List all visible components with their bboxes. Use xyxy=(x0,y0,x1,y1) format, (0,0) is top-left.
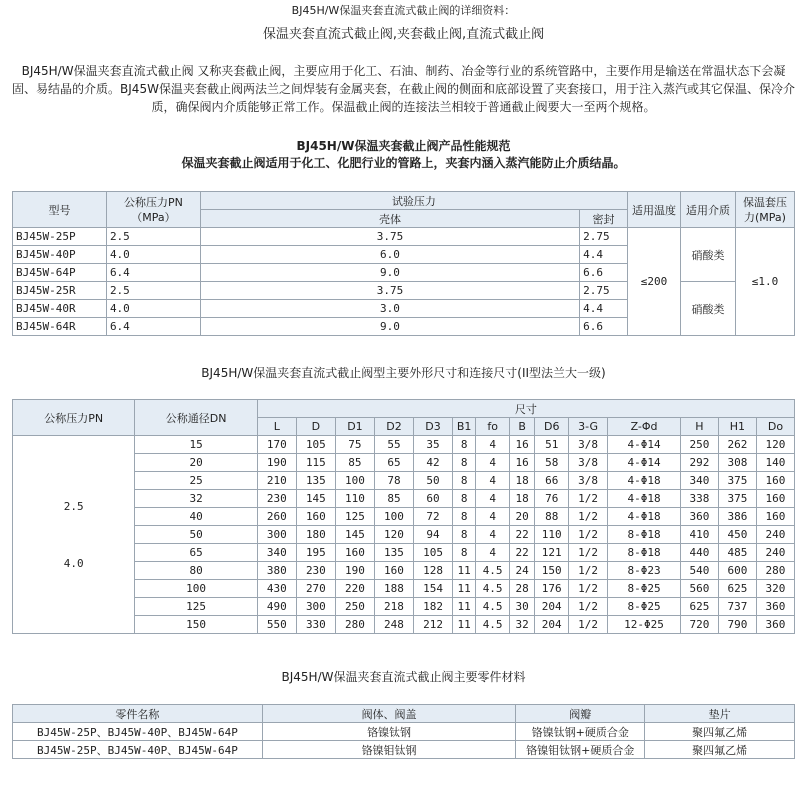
dim-cell: 8 xyxy=(453,436,476,454)
shell-cell: 9.0 xyxy=(200,264,579,282)
dim-cell: 22 xyxy=(510,526,535,544)
dim-cell: 85 xyxy=(335,454,374,472)
dn-cell: 32 xyxy=(135,490,257,508)
mat-header-body: 阀体、阀盖 xyxy=(262,705,515,723)
dim-cell: 430 xyxy=(257,580,296,598)
dim-cell: 160 xyxy=(296,508,335,526)
model-cell: BJ45W-64P xyxy=(13,264,107,282)
dim-cell: 18 xyxy=(510,472,535,490)
dn-cell: 50 xyxy=(135,526,257,544)
dim-cell: 188 xyxy=(374,580,413,598)
mat-header-gasket: 垫片 xyxy=(645,705,795,723)
spec-header-temp: 适用温度 xyxy=(628,192,681,228)
dim-cell: 1/2 xyxy=(569,526,608,544)
dim-cell: 120 xyxy=(756,436,794,454)
seal-cell: 2.75 xyxy=(580,282,628,300)
dim-cell: 145 xyxy=(296,490,335,508)
dim-cell: 4.5 xyxy=(476,562,510,580)
dim-cell: 150 xyxy=(535,562,569,580)
spec-header-pn xyxy=(106,192,200,228)
dims-col-header: B1 xyxy=(453,418,476,436)
dim-cell: 3/8 xyxy=(569,472,608,490)
table-row xyxy=(13,741,795,759)
dim-cell: 720 xyxy=(680,616,718,634)
dim-cell: 58 xyxy=(535,454,569,472)
dim-cell: 32 xyxy=(510,616,535,634)
dim-cell: 1/2 xyxy=(569,580,608,598)
dims-header-dn: 公称通径DN xyxy=(135,400,257,436)
dim-cell: 292 xyxy=(680,454,718,472)
dim-cell: 76 xyxy=(535,490,569,508)
dim-cell: 85 xyxy=(374,490,413,508)
dim-cell: 320 xyxy=(756,580,794,598)
dim-cell: 3/8 xyxy=(569,454,608,472)
dim-cell: 190 xyxy=(335,562,374,580)
spec-header-jacket: 保温套压力(MPa) xyxy=(736,192,795,228)
dim-cell: 115 xyxy=(296,454,335,472)
spec-header-seal: 密封 xyxy=(580,210,628,228)
dim-cell: 260 xyxy=(257,508,296,526)
dim-cell: 4-Φ18 xyxy=(608,490,681,508)
dim-cell: 1/2 xyxy=(569,598,608,616)
model-cell: BJ45W-40P xyxy=(13,246,107,264)
dn-cell: 100 xyxy=(135,580,257,598)
dim-cell: 1/2 xyxy=(569,616,608,634)
dim-cell: 195 xyxy=(296,544,335,562)
dim-cell: 240 xyxy=(756,544,794,562)
dim-cell: 100 xyxy=(374,508,413,526)
page-title: BJ45H/W保温夹套直流式截止阀的详细资料： xyxy=(291,4,516,17)
dim-cell: 160 xyxy=(756,490,794,508)
dim-cell: 128 xyxy=(414,562,453,580)
dn-cell: 125 xyxy=(135,598,257,616)
dim-cell: 790 xyxy=(718,616,756,634)
mat-part-cell: BJ45W-25P、BJ45W-40P、BJ45W-64P xyxy=(13,723,263,741)
dim-cell: 386 xyxy=(718,508,756,526)
dim-cell: 8-Φ18 xyxy=(608,526,681,544)
dn-cell: 25 xyxy=(135,472,257,490)
materials-title: BJ45H/W保温夹套直流式截止阀主要零件材料 xyxy=(281,670,526,684)
dim-cell: 11 xyxy=(453,580,476,598)
spec-header-model: 型号 xyxy=(13,192,107,228)
dim-cell: 4 xyxy=(476,472,510,490)
dim-cell: 11 xyxy=(453,616,476,634)
dim-cell: 11 xyxy=(453,598,476,616)
table-row xyxy=(13,228,795,246)
dim-cell: 560 xyxy=(680,580,718,598)
spec-table xyxy=(12,191,795,336)
dim-cell: 24 xyxy=(510,562,535,580)
dim-cell: 190 xyxy=(257,454,296,472)
dim-cell: 8-Φ25 xyxy=(608,580,681,598)
dim-cell: 550 xyxy=(257,616,296,634)
dim-cell: 135 xyxy=(296,472,335,490)
dim-cell: 3/8 xyxy=(569,436,608,454)
dim-cell: 176 xyxy=(535,580,569,598)
dims-col-header: D3 xyxy=(414,418,453,436)
dim-cell: 120 xyxy=(374,526,413,544)
dim-cell: 4.5 xyxy=(476,580,510,598)
spec-header-pn-unit: （MPa） xyxy=(131,210,176,224)
dims-title: BJ45H/W保温夹套直流式截止阀型主要外形尺寸和连接尺寸(II型法兰大一级) xyxy=(201,366,606,380)
dim-cell: 625 xyxy=(680,598,718,616)
dim-cell: 340 xyxy=(680,472,718,490)
dim-cell: 160 xyxy=(335,544,374,562)
mat-part-cell: BJ45W-25P、BJ45W-40P、BJ45W-64P xyxy=(13,741,263,759)
dim-cell: 121 xyxy=(535,544,569,562)
dim-cell: 20 xyxy=(510,508,535,526)
dim-cell: 270 xyxy=(296,580,335,598)
table-row xyxy=(13,723,795,741)
dim-cell: 230 xyxy=(296,562,335,580)
dim-cell: 145 xyxy=(335,526,374,544)
dim-cell: 360 xyxy=(680,508,718,526)
dim-cell: 160 xyxy=(374,562,413,580)
dim-cell: 8 xyxy=(453,508,476,526)
dim-cell: 65 xyxy=(374,454,413,472)
dn-cell: 15 xyxy=(135,436,257,454)
dim-cell: 262 xyxy=(718,436,756,454)
spec-subtitle: 保温夹套截止阀适用于化工、化肥行业的管路上，夹套内涵入蒸汽能防止介质结晶。 xyxy=(181,156,626,170)
shell-cell: 3.75 xyxy=(200,282,579,300)
dim-cell: 490 xyxy=(257,598,296,616)
dn-cell: 80 xyxy=(135,562,257,580)
dim-cell: 4-Φ14 xyxy=(608,436,681,454)
dim-cell: 160 xyxy=(756,508,794,526)
dim-cell: 100 xyxy=(335,472,374,490)
mat-gasket-cell: 聚四氟乙烯 xyxy=(645,741,795,759)
dim-cell: 72 xyxy=(414,508,453,526)
dim-cell: 250 xyxy=(335,598,374,616)
dim-cell: 280 xyxy=(335,616,374,634)
shell-cell: 9.0 xyxy=(200,318,579,336)
dim-cell: 78 xyxy=(374,472,413,490)
shell-cell: 3.0 xyxy=(200,300,579,318)
dim-cell: 8 xyxy=(453,454,476,472)
dims-col-header: B xyxy=(510,418,535,436)
dim-cell: 110 xyxy=(535,526,569,544)
dim-cell: 250 xyxy=(680,436,718,454)
model-cell: BJ45W-25R xyxy=(13,282,107,300)
dims-col-header: H xyxy=(680,418,718,436)
mat-body-cell: 铬镍钛钢 xyxy=(262,723,515,741)
dim-cell: 4 xyxy=(476,454,510,472)
seal-cell: 2.75 xyxy=(580,228,628,246)
pn-cell: 4.0 xyxy=(106,246,200,264)
dim-cell: 105 xyxy=(296,436,335,454)
dim-cell: 4 xyxy=(476,508,510,526)
dim-cell: 248 xyxy=(374,616,413,634)
table-row xyxy=(13,436,795,454)
pn-value: 2.5 xyxy=(63,499,84,513)
dim-cell: 330 xyxy=(296,616,335,634)
dim-cell: 30 xyxy=(510,598,535,616)
pn-cell: 2.5 xyxy=(106,282,200,300)
dim-cell: 60 xyxy=(414,490,453,508)
dim-cell: 4 xyxy=(476,490,510,508)
page-subtitle: 保温夹套直流式截止阀,夹套截止阀,直流式截止阀 xyxy=(262,27,545,42)
dn-cell: 40 xyxy=(135,508,257,526)
pn-value: 4.0 xyxy=(63,556,84,570)
dim-cell: 8 xyxy=(453,472,476,490)
dim-cell: 410 xyxy=(680,526,718,544)
mat-body-cell: 铬镍钼钛钢 xyxy=(262,741,515,759)
jacket-cell: ≤1.0 xyxy=(736,228,795,336)
dim-cell: 1/2 xyxy=(569,490,608,508)
dim-cell: 308 xyxy=(718,454,756,472)
materials-table xyxy=(12,704,795,759)
dim-cell: 160 xyxy=(756,472,794,490)
dn-cell: 20 xyxy=(135,454,257,472)
temp-cell: ≤200 xyxy=(628,228,681,336)
dim-cell: 600 xyxy=(718,562,756,580)
dim-cell: 212 xyxy=(414,616,453,634)
dim-cell: 1/2 xyxy=(569,562,608,580)
dim-cell: 4 xyxy=(476,544,510,562)
dims-header-pn: 公称压力PN xyxy=(13,400,135,436)
pn-cell xyxy=(13,436,135,634)
pn-cell: 6.4 xyxy=(106,264,200,282)
dim-cell: 1/2 xyxy=(569,544,608,562)
dim-cell: 1/2 xyxy=(569,508,608,526)
dim-cell: 360 xyxy=(756,598,794,616)
dims-col-header: fo xyxy=(476,418,510,436)
mat-disc-cell: 铬镍钛钢+硬质合金 xyxy=(516,723,645,741)
dim-cell: 22 xyxy=(510,544,535,562)
dim-cell: 300 xyxy=(257,526,296,544)
intro-paragraph: BJ45H/W保温夹套直流式截止阀 又称夹套截止阀，主要应用于化工、石油、制药、冶金等行业的系统管路中，主要作用是输送在常温状态下会凝固、易结晶的介质。BJ45W保温夹套截止阀两法兰之间焊装有金属夹套，在截止阀的侧面和底部设置了夹套接口，用于注入蒸汽或其它保温、保冷介质，确保阀内介质能够正常工作。保温截止阀的连接法兰相较于普通截止阀要大一至两个规格。 xyxy=(12,64,795,114)
dims-col-header: D6 xyxy=(535,418,569,436)
dim-cell: 16 xyxy=(510,454,535,472)
dim-cell: 42 xyxy=(414,454,453,472)
dim-cell: 50 xyxy=(414,472,453,490)
spec-header-pn-label: 公称压力PN xyxy=(123,195,183,209)
dim-cell: 4-Φ14 xyxy=(608,454,681,472)
dim-cell: 375 xyxy=(718,490,756,508)
medium-cell: 硝酸类 xyxy=(681,282,736,336)
dims-col-header: Do xyxy=(756,418,794,436)
dim-cell: 360 xyxy=(756,616,794,634)
shell-cell: 6.0 xyxy=(200,246,579,264)
seal-cell: 4.4 xyxy=(580,246,628,264)
dim-cell: 140 xyxy=(756,454,794,472)
dim-cell: 440 xyxy=(680,544,718,562)
dim-cell: 4.5 xyxy=(476,598,510,616)
dim-cell: 11 xyxy=(453,562,476,580)
dim-cell: 204 xyxy=(535,616,569,634)
medium-cell: 硝酸类 xyxy=(681,228,736,282)
dim-cell: 8-Φ25 xyxy=(608,598,681,616)
dim-cell: 105 xyxy=(414,544,453,562)
mat-header-part: 零件名称 xyxy=(13,705,263,723)
dim-cell: 182 xyxy=(414,598,453,616)
spec-title: BJ45H/W保温夹套截止阀产品性能规范 xyxy=(296,139,511,153)
dims-col-header: L xyxy=(257,418,296,436)
dim-cell: 28 xyxy=(510,580,535,598)
dim-cell: 450 xyxy=(718,526,756,544)
dim-cell: 94 xyxy=(414,526,453,544)
dim-cell: 280 xyxy=(756,562,794,580)
dim-cell: 540 xyxy=(680,562,718,580)
spec-header-test: 试验压力 xyxy=(200,192,627,210)
dim-cell: 4-Φ18 xyxy=(608,508,681,526)
dim-cell: 66 xyxy=(535,472,569,490)
shell-cell: 3.75 xyxy=(200,228,579,246)
mat-disc-cell: 铬镍钼钛钢+硬质合金 xyxy=(516,741,645,759)
dim-cell: 375 xyxy=(718,472,756,490)
dims-col-header: H1 xyxy=(718,418,756,436)
mat-header-disc: 阀瓣 xyxy=(516,705,645,723)
seal-cell: 4.4 xyxy=(580,300,628,318)
dim-cell: 737 xyxy=(718,598,756,616)
dims-col-header: D2 xyxy=(374,418,413,436)
model-cell: BJ45W-25P xyxy=(13,228,107,246)
dims-col-header: Z-Φd xyxy=(608,418,681,436)
dim-cell: 154 xyxy=(414,580,453,598)
dim-cell: 18 xyxy=(510,490,535,508)
pn-cell: 4.0 xyxy=(106,300,200,318)
dim-cell: 135 xyxy=(374,544,413,562)
dim-cell: 380 xyxy=(257,562,296,580)
dims-header-size: 尺寸 xyxy=(257,400,794,418)
spec-header-shell: 壳体 xyxy=(200,210,579,228)
model-cell: BJ45W-40R xyxy=(13,300,107,318)
dn-cell: 65 xyxy=(135,544,257,562)
dims-col-header: 3-G xyxy=(569,418,608,436)
dim-cell: 340 xyxy=(257,544,296,562)
dim-cell: 4.5 xyxy=(476,616,510,634)
dim-cell: 338 xyxy=(680,490,718,508)
dim-cell: 625 xyxy=(718,580,756,598)
dim-cell: 35 xyxy=(414,436,453,454)
model-cell: BJ45W-64R xyxy=(13,318,107,336)
dim-cell: 210 xyxy=(257,472,296,490)
dim-cell: 218 xyxy=(374,598,413,616)
dim-cell: 51 xyxy=(535,436,569,454)
mat-gasket-cell: 聚四氟乙烯 xyxy=(645,723,795,741)
dim-cell: 4 xyxy=(476,526,510,544)
dim-cell: 170 xyxy=(257,436,296,454)
seal-cell: 6.6 xyxy=(580,264,628,282)
pn-cell: 6.4 xyxy=(106,318,200,336)
dim-cell: 16 xyxy=(510,436,535,454)
dim-cell: 110 xyxy=(335,490,374,508)
spec-header-medium: 适用介质 xyxy=(681,192,736,228)
dim-cell: 180 xyxy=(296,526,335,544)
dim-cell: 8 xyxy=(453,544,476,562)
dim-cell: 8-Φ23 xyxy=(608,562,681,580)
dim-cell: 204 xyxy=(535,598,569,616)
seal-cell: 6.6 xyxy=(580,318,628,336)
dim-cell: 8 xyxy=(453,526,476,544)
dim-cell: 55 xyxy=(374,436,413,454)
dim-cell: 220 xyxy=(335,580,374,598)
dim-cell: 4 xyxy=(476,436,510,454)
dim-cell: 230 xyxy=(257,490,296,508)
dim-cell: 4-Φ18 xyxy=(608,472,681,490)
dim-cell: 8 xyxy=(453,490,476,508)
dims-col-header: D xyxy=(296,418,335,436)
dims-table xyxy=(12,399,795,634)
dim-cell: 12-Φ25 xyxy=(608,616,681,634)
dim-cell: 88 xyxy=(535,508,569,526)
dims-col-header: D1 xyxy=(335,418,374,436)
pn-cell: 2.5 xyxy=(106,228,200,246)
dim-cell: 300 xyxy=(296,598,335,616)
dim-cell: 240 xyxy=(756,526,794,544)
dim-cell: 75 xyxy=(335,436,374,454)
dim-cell: 485 xyxy=(718,544,756,562)
dim-cell: 8-Φ18 xyxy=(608,544,681,562)
dn-cell: 150 xyxy=(135,616,257,634)
dim-cell: 125 xyxy=(335,508,374,526)
